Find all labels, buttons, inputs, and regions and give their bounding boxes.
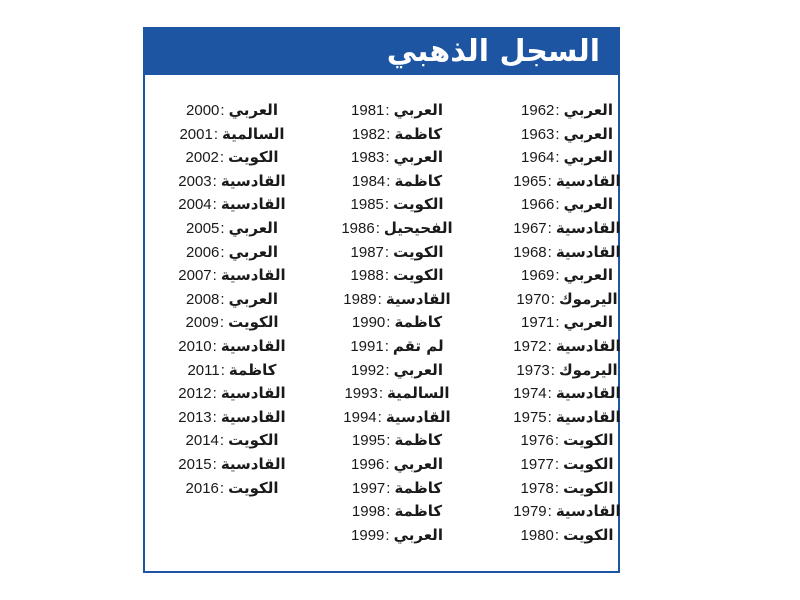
entry-separator: :	[220, 290, 225, 308]
list-item	[162, 382, 302, 406]
entry-year: 1992	[351, 361, 385, 379]
entry-team: كاظمة	[394, 313, 443, 332]
entry-year: 1985	[350, 196, 384, 214]
entry-separator: :	[384, 267, 390, 285]
entry-year: 2003	[178, 172, 212, 190]
entry-team: الكويت	[563, 525, 614, 544]
entry-separator: :	[377, 290, 382, 308]
entry-year: 2004	[178, 196, 212, 214]
entry-separator: :	[385, 526, 390, 544]
entry-separator: :	[554, 455, 560, 473]
list-item	[327, 311, 467, 335]
entry-team: الكويت	[393, 266, 444, 285]
list-item	[162, 311, 302, 335]
entry-team: العربي	[228, 218, 278, 237]
entry-separator: :	[213, 125, 218, 143]
entry-separator: :	[547, 337, 552, 355]
column-1981-1999	[327, 99, 467, 547]
entry-separator: :	[212, 385, 217, 403]
entry-year: 1981	[351, 102, 385, 119]
list-item	[327, 217, 467, 241]
entry-separator: :	[220, 219, 225, 237]
entry-separator: :	[386, 479, 391, 497]
list-item	[327, 99, 467, 123]
entry-year: 1979	[513, 503, 547, 521]
list-item	[327, 264, 467, 288]
list-item	[162, 241, 302, 265]
list-item	[162, 429, 302, 453]
entry-team: العربي	[228, 242, 278, 261]
entry-separator: :	[219, 432, 225, 450]
list-item	[327, 406, 467, 430]
entry-year: 1978	[520, 479, 554, 497]
list-item	[327, 335, 467, 359]
list-item	[497, 99, 637, 123]
entry-year: 2001	[179, 125, 213, 143]
entry-team: لم تقم	[392, 336, 444, 355]
entry-separator: :	[219, 479, 225, 497]
entry-team: السالمية	[221, 124, 285, 143]
list-item	[497, 264, 637, 288]
list-item	[497, 311, 637, 335]
list-item	[497, 170, 637, 194]
entry-year: 1975	[513, 408, 547, 426]
entry-separator: :	[386, 172, 391, 190]
list-item	[497, 453, 637, 477]
list-item	[497, 288, 637, 312]
list-item	[162, 335, 302, 359]
entry-separator: :	[554, 479, 560, 497]
list-item	[162, 477, 302, 501]
entry-separator: :	[555, 125, 560, 143]
entry-year: 2016	[185, 479, 219, 497]
entry-separator: :	[220, 361, 225, 379]
list-item	[327, 453, 467, 477]
entry-team: كاظمة	[394, 502, 443, 521]
entry-separator: :	[377, 408, 382, 426]
entry-year: 1964	[521, 149, 555, 167]
entry-separator: :	[220, 102, 225, 119]
entry-separator: :	[386, 503, 391, 521]
entry-separator: :	[212, 408, 217, 426]
entry-year: 1997	[351, 479, 386, 497]
entry-team: العربي	[563, 101, 613, 119]
entry-team: الكويت	[393, 242, 444, 261]
list-item	[327, 477, 467, 501]
entry-team: الكويت	[563, 431, 614, 450]
entry-year: 1994	[343, 408, 377, 426]
list-item	[327, 170, 467, 194]
entry-year: 1989	[343, 290, 377, 308]
entry-team: القادسية	[220, 454, 286, 473]
golden-record-panel	[143, 27, 620, 573]
entry-team: القادسية	[555, 384, 621, 403]
entry-separator: :	[547, 243, 552, 261]
list-item	[162, 123, 302, 147]
list-item	[497, 193, 637, 217]
list-item	[497, 429, 637, 453]
entry-year: 1998	[351, 503, 386, 521]
list-item	[497, 241, 637, 265]
entry-separator: :	[555, 149, 560, 167]
entry-separator: :	[212, 172, 217, 190]
entry-year: 1974	[513, 385, 547, 403]
list-item	[327, 382, 467, 406]
entry-separator: :	[547, 385, 552, 403]
list-item	[497, 359, 637, 383]
column-2000-2016	[162, 99, 302, 500]
entry-year: 1976	[520, 432, 554, 450]
entry-year: 1986	[341, 219, 375, 237]
entry-year: 2007	[178, 267, 212, 285]
entry-team: السالمية	[386, 384, 450, 403]
entry-team: القادسية	[220, 195, 286, 214]
entry-year: 2014	[185, 432, 219, 450]
list-item	[162, 288, 302, 312]
entry-separator: :	[384, 196, 390, 214]
entry-separator: :	[555, 196, 560, 214]
list-item	[327, 123, 467, 147]
entry-team: الكويت	[228, 478, 279, 497]
entry-team: كاظمة	[394, 171, 443, 190]
entry-year: 1980	[520, 526, 554, 544]
entry-team: القادسية	[555, 171, 621, 190]
entry-year: 2010	[178, 337, 212, 355]
entry-separator: :	[386, 125, 391, 143]
entry-separator: :	[385, 102, 390, 119]
entry-separator: :	[219, 314, 225, 332]
list-item	[497, 524, 637, 548]
list-item	[162, 453, 302, 477]
entry-team: القادسية	[220, 266, 286, 285]
entry-separator: :	[550, 361, 555, 379]
entry-team: العربي	[563, 313, 613, 332]
entry-separator: :	[385, 361, 390, 379]
column-1962-1980	[497, 99, 637, 547]
entry-team: العربي	[563, 266, 613, 285]
entry-year: 2015	[178, 455, 212, 473]
list-item	[327, 288, 467, 312]
entry-team: العربي	[393, 148, 443, 167]
entry-separator: :	[555, 102, 560, 119]
list-item	[162, 406, 302, 430]
entry-year: 2005	[186, 219, 220, 237]
list-item	[162, 359, 302, 383]
list-item	[327, 429, 467, 453]
entry-year: 1970	[516, 290, 550, 308]
entry-team: القادسية	[385, 289, 451, 308]
list-item	[497, 382, 637, 406]
list-item	[497, 477, 637, 501]
page-title: السجل الذهبي	[386, 34, 600, 69]
entry-team: العربي	[563, 148, 613, 167]
entry-separator: :	[386, 432, 391, 450]
entry-separator: :	[385, 149, 390, 167]
entry-team: كاظمة	[228, 360, 277, 379]
entry-year: 1987	[350, 243, 384, 261]
entry-year: 1995	[351, 432, 386, 450]
entry-year: 2011	[187, 361, 220, 379]
entry-separator: :	[212, 267, 217, 285]
entry-team: القادسية	[220, 171, 286, 190]
entry-separator: :	[547, 408, 552, 426]
entry-team: العربي	[393, 360, 443, 379]
entry-separator: :	[212, 337, 217, 355]
entry-year: 1969	[521, 267, 555, 285]
entry-year: 1993	[344, 385, 378, 403]
entry-year: 1977	[520, 455, 554, 473]
list-item	[162, 217, 302, 241]
list-item	[162, 264, 302, 288]
entry-year: 1984	[351, 172, 386, 190]
entry-year: 2006	[186, 243, 220, 261]
entry-year: 1963	[521, 125, 555, 143]
list-item	[327, 146, 467, 170]
entry-year: 2009	[185, 314, 219, 332]
entry-year: 2000	[186, 102, 220, 119]
entry-team: العربي	[393, 101, 443, 119]
header-bar	[145, 29, 618, 75]
entry-year: 1982	[351, 125, 386, 143]
entry-separator: :	[212, 455, 217, 473]
entry-separator: :	[555, 267, 560, 285]
list-item	[497, 335, 637, 359]
entry-separator: :	[554, 526, 560, 544]
entry-separator: :	[554, 432, 560, 450]
list-item	[497, 146, 637, 170]
entry-team: القادسية	[555, 407, 621, 426]
entry-team: القادسية	[555, 502, 621, 521]
entry-year: 2002	[185, 149, 219, 167]
list-item	[162, 170, 302, 194]
entry-separator: :	[547, 219, 552, 237]
entry-separator: :	[550, 290, 555, 308]
entry-year: 1971	[521, 314, 555, 332]
entry-separator: :	[384, 243, 390, 261]
entry-separator: :	[386, 314, 391, 332]
entry-separator: :	[555, 314, 560, 332]
entry-year: 1990	[351, 314, 386, 332]
entry-separator: :	[219, 149, 225, 167]
entry-year: 1983	[351, 149, 385, 167]
list-item	[327, 359, 467, 383]
entry-year: 2008	[186, 290, 220, 308]
entry-year: 2013	[178, 408, 212, 426]
entry-team: الكويت	[563, 454, 614, 473]
entry-year: 1991	[350, 337, 384, 355]
list-item	[162, 193, 302, 217]
entry-team: العربي	[393, 454, 443, 473]
list-item	[162, 99, 302, 123]
entry-team: العربي	[563, 124, 613, 143]
entry-team: الكويت	[563, 478, 614, 497]
entry-team: الكويت	[393, 195, 444, 214]
entry-separator: :	[384, 337, 389, 355]
entry-year: 1962	[521, 102, 555, 119]
list-item	[497, 123, 637, 147]
entry-team: الفحيحيل	[383, 218, 453, 237]
entry-year: 1999	[351, 526, 385, 544]
entry-separator: :	[547, 172, 552, 190]
entry-separator: :	[378, 385, 383, 403]
entry-team: الكويت	[228, 313, 279, 332]
entry-team: الكويت	[228, 431, 279, 450]
entry-year: 1972	[513, 337, 547, 355]
entry-year: 1965	[513, 172, 547, 190]
list-item	[327, 524, 467, 548]
list-item	[497, 217, 637, 241]
entry-team: القادسية	[220, 336, 286, 355]
entry-separator: :	[220, 243, 225, 261]
entry-team: القادسية	[220, 384, 286, 403]
entry-separator: :	[385, 455, 390, 473]
entry-team: القادسية	[555, 242, 621, 261]
list-item	[327, 193, 467, 217]
entry-team: القادسية	[555, 218, 621, 237]
entry-team: القادسية	[555, 336, 621, 355]
entry-team: العربي	[228, 289, 278, 308]
entry-team: العربي	[228, 101, 278, 119]
entry-separator: :	[547, 503, 552, 521]
entry-team: القادسية	[385, 407, 451, 426]
list-item	[497, 500, 637, 524]
entry-year: 1996	[351, 455, 385, 473]
entry-team: العربي	[563, 195, 613, 214]
entry-team: العربي	[393, 525, 443, 544]
entry-team: اليرموك	[558, 289, 618, 308]
entry-team: الكويت	[228, 148, 279, 167]
entry-year: 1968	[513, 243, 547, 261]
entry-year: 1966	[521, 196, 555, 214]
entry-year: 1973	[516, 361, 550, 379]
list-item	[497, 406, 637, 430]
list-item	[162, 146, 302, 170]
entry-team: كاظمة	[394, 431, 443, 450]
entry-separator: :	[212, 196, 217, 214]
list-item	[327, 500, 467, 524]
entry-team: كاظمة	[394, 478, 443, 497]
entry-team: كاظمة	[394, 124, 443, 143]
entry-year: 1967	[513, 219, 547, 237]
list-item	[327, 241, 467, 265]
entry-team: القادسية	[220, 407, 286, 426]
entry-separator: :	[375, 219, 380, 237]
entry-year: 1988	[350, 267, 384, 285]
entry-year: 2012	[178, 385, 212, 403]
entry-team: اليرموك	[558, 360, 618, 379]
